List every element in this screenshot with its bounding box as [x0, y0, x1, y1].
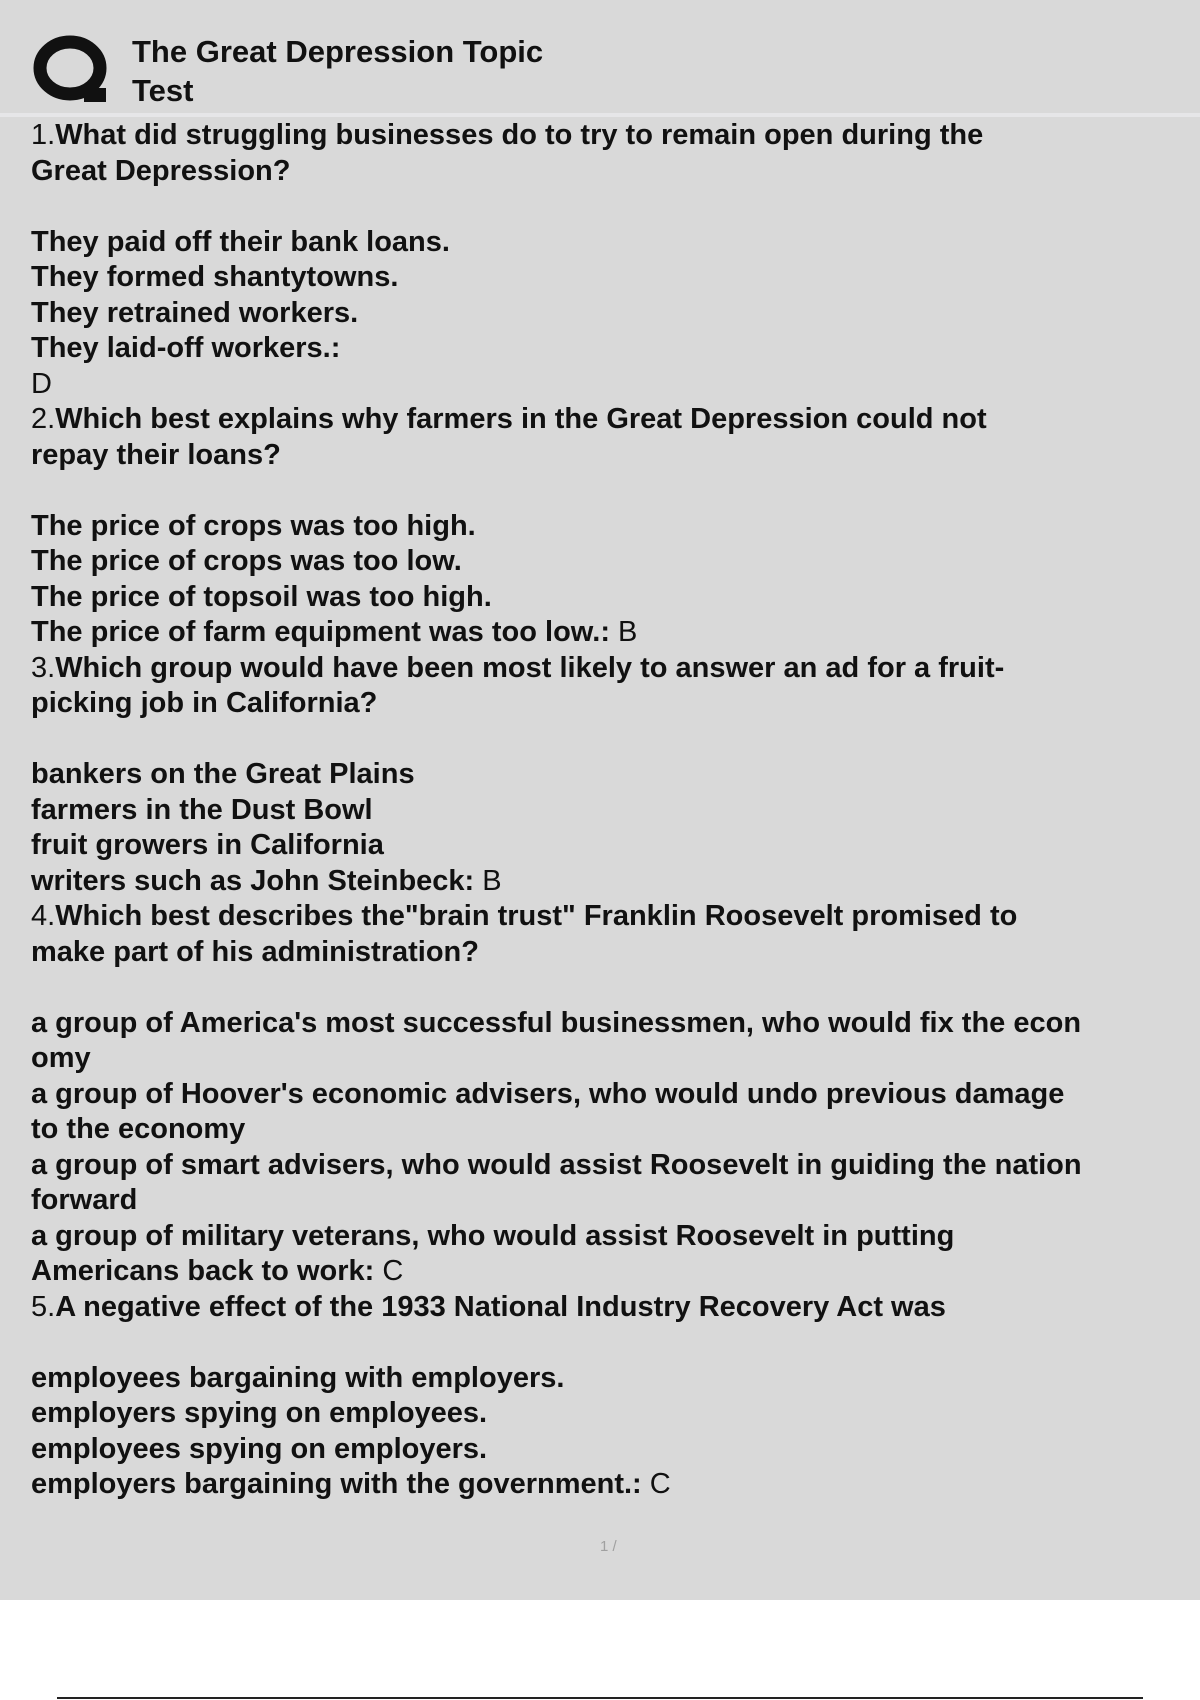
answer-option: The price of crops was too low. — [31, 545, 462, 577]
question-1 — [31, 118, 1200, 402]
question-list — [31, 118, 1200, 1503]
question-number: 2. — [31, 403, 56, 435]
answer-option: bankers on the Great Plains — [31, 758, 415, 790]
question-text: 2.Which best explains why farmers in the Great Depression could not — [31, 403, 987, 435]
question-number: 3. — [31, 651, 56, 684]
question-text: 3.Which group would have been most likely to answer an ad for a fruit- — [31, 651, 1005, 684]
answer-option: The price of farm equipment was too low.: B — [31, 616, 638, 648]
answer-option: a group of military veterans, who would assist Roosevelt in putting — [31, 1219, 955, 1252]
question-5 — [31, 1290, 1200, 1503]
answer-option: writers such as John Steinbeck: B — [31, 864, 502, 897]
question-text-continued: make part of his administration? — [31, 935, 479, 968]
answer-key: D — [31, 367, 52, 400]
answer-option: fruit growers in California — [31, 829, 384, 861]
q-logo-icon — [32, 34, 112, 108]
question-text: 1.What did struggling businesses do to try to remain open during the — [31, 119, 984, 151]
answer-option: a group of Hoover's economic advisers, who would undo previous damage — [31, 1077, 1065, 1110]
title-line-2: Test — [132, 73, 194, 108]
answer-key: B — [618, 616, 638, 648]
question-3 — [31, 651, 1200, 900]
answer-option: farmers in the Dust Bowl — [31, 793, 373, 826]
answer-option: They formed shantytowns. — [31, 261, 399, 293]
answer-option-continued: omy — [31, 1042, 91, 1074]
question-2 — [31, 402, 1200, 651]
header-divider — [0, 113, 1200, 117]
document-header — [0, 0, 1200, 110]
answer-option-continued: to the economy — [31, 1113, 246, 1145]
answer-key: B — [482, 864, 502, 897]
footer-divider — [57, 1697, 1143, 1699]
question-number: 1. — [31, 119, 56, 151]
answer-option: They paid off their bank loans. — [31, 225, 450, 258]
question-number: 5. — [31, 1290, 56, 1323]
answer-option: a group of America's most successful businessmen, who would fix the econ — [31, 1006, 1082, 1039]
question-text-continued: Great Depression? — [31, 154, 291, 187]
question-number: 4. — [31, 900, 56, 932]
answer-option: They retrained workers. — [31, 296, 359, 329]
answer-option: employers bargaining with the government.: C — [31, 1468, 671, 1500]
answer-option-continued: forward — [31, 1184, 138, 1216]
title-line-1: The Great Depression Topic — [132, 34, 544, 69]
answer-option: employers spying on employees. — [31, 1397, 488, 1429]
question-text: 4.Which best describes the"brain trust" Franklin Roosevelt promised to — [31, 900, 1018, 932]
answer-option-continued: Americans back to work: C — [31, 1255, 404, 1287]
answer-option: The price of topsoil was too high. — [31, 580, 492, 613]
answer-option: The price of crops was too high. — [31, 509, 476, 542]
question-4 — [31, 899, 1200, 1290]
question-text: 5.A negative effect of the 1933 National Industry Recovery Act was — [31, 1290, 946, 1323]
question-text-continued: picking job in California? — [31, 687, 378, 719]
answer-option: employees spying on employers. — [31, 1432, 488, 1465]
answer-key: C — [382, 1255, 404, 1287]
question-text-continued: repay their loans? — [31, 438, 281, 471]
answer-option: They laid-off workers.: — [31, 332, 341, 364]
answer-option: employees bargaining with employers. — [31, 1361, 565, 1394]
answer-option: a group of smart advisers, who would assist Roosevelt in guiding the nation — [31, 1148, 1082, 1181]
page-number: 1 / — [600, 1538, 617, 1555]
document-title — [132, 32, 543, 110]
answer-key: C — [649, 1468, 671, 1500]
